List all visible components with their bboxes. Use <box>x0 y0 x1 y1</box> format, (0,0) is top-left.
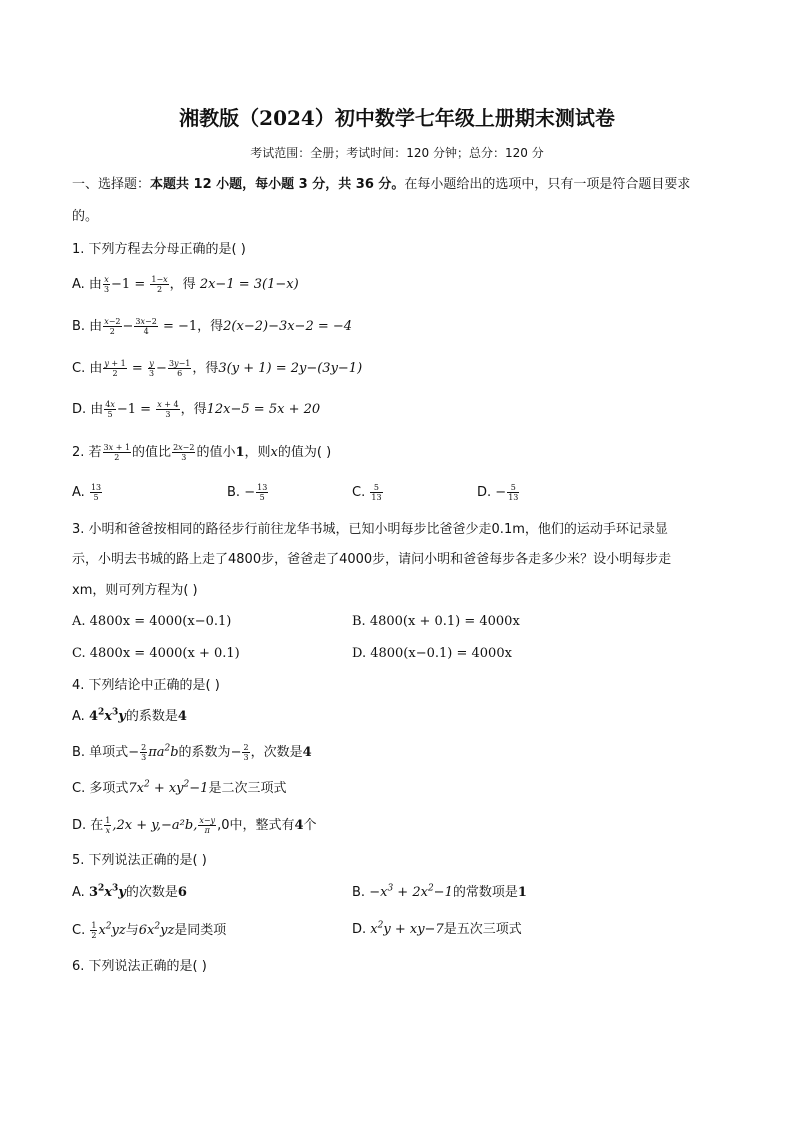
option-label: A. <box>72 885 85 900</box>
question-5-option-c: C. $\frac{1}{2}$ $x^2yz$与$6x^2yz$是同类项 <box>72 921 227 940</box>
stem-text: 的值小 <box>196 445 236 460</box>
question-4-option-c: C. 多项式$7x^2 + xy^2-1$是二次三项式 <box>72 779 287 796</box>
option-equation: 3(y + 1) = 2y−(3y−1) <box>218 361 363 376</box>
option-text: ，得 <box>192 361 219 376</box>
question-3-option-a: A. 4800x = 4000(x−0.1) <box>72 614 232 629</box>
question-1-option-d: D. 由 $\frac{4x}{5}$ −1 = $\frac{x + 4}{3}$ ，得12x−5 = 5x + 20 <box>72 400 321 419</box>
stem-text: ，则 <box>244 445 271 460</box>
option-label: D. <box>352 922 367 937</box>
stem-text: 2. 若 <box>72 445 102 460</box>
option-text: 是五次三项式 <box>443 922 522 937</box>
option-label: D. <box>477 485 492 500</box>
question-3-option-d: D. 4800(x−0.1) = 4000x <box>352 646 512 661</box>
option-value: 4 <box>294 818 304 833</box>
option-text: 是同类项 <box>174 923 227 938</box>
page-title: 湘教版（2024）初中数学七年级上册期末测试卷 <box>179 106 615 130</box>
question-5-stem: 5. 下列说法正确的是( ) <box>72 853 207 868</box>
question-2-option-c: C. $\frac{5}{13}$ <box>352 483 382 502</box>
question-1-option-a: A. 由 $\frac{x}{3}$ −1 = $\frac{1-x}{2}$ ，得 2x−1 = 3(1−x) <box>72 275 299 294</box>
option-text: ，得 <box>180 402 207 417</box>
section-rest: 在每小题给出的选项中，只有一项是符合题目要求 <box>404 177 691 192</box>
exam-info: 考试范围：全册；考试时间：120 分钟；总分：120 分 <box>250 146 544 160</box>
question-6-stem: 6. 下列说法正确的是( ) <box>72 959 207 974</box>
option-text: ,0中，整式有 <box>217 818 295 833</box>
section-bold: 本题共 12 小题，每小题 3 分，共 36 分。 <box>150 177 405 192</box>
option-label: D. 在 <box>72 818 104 833</box>
stem-text: 的值为( ) <box>277 445 332 460</box>
question-2-option-a: A. $\frac{13}{5}$ <box>72 483 102 502</box>
option-label: B. <box>352 885 366 900</box>
section-prefix: 一、选择题： <box>72 177 151 192</box>
option-value: 6 <box>177 885 187 900</box>
question-1-option-c: C. 由 $\frac{y + 1}{2}$ = $\frac{y}{3}$ − $\frac{3y-1}{6}$ ，得3(y + 1) = 2y−(3y−1) <box>72 359 363 378</box>
question-3-option-b: B. 4800(x + 0.1) = 4000x <box>352 614 520 629</box>
option-equation: 12x−5 = 5x + 20 <box>206 402 321 417</box>
question-1-option-b: B. 由 $\frac{x-2}{2}$ − $\frac{3x-2}{4}$ = −1，得2(x−2)−3x−2 = −4 <box>72 317 353 336</box>
option-value: 4 <box>177 709 187 724</box>
question-1-stem: 1. 下列方程去分母正确的是( ) <box>72 242 246 257</box>
option-equation: 2x−1 = 3(1−x) <box>199 277 299 292</box>
question-2-stem: 2. 若 $\frac{3x + 1}{2}$ 的值比 $\frac{2x-2}{3}$ 的值小1，则x的值为( ) <box>72 443 332 462</box>
question-4-stem: 4. 下列结论中正确的是( ) <box>72 678 220 693</box>
option-label: C. 由 <box>72 361 103 376</box>
question-5-option-b: B. $-x^3 + 2x^2-1$的常数项是1 <box>352 883 527 900</box>
question-3-option-c: C. 4800x = 4000(x + 0.1) <box>72 646 240 661</box>
option-label: C. 多项式 <box>72 781 129 796</box>
stem-value: 1 <box>235 445 245 460</box>
option-text: ，次数是 <box>250 745 303 760</box>
option-value: 4 <box>302 745 312 760</box>
question-3-line-2: 示，小明去书城的路上走了4800步，爸爸走了4000步，请问小明和爸爸每步各走多少米？设小明每步走 <box>72 552 672 567</box>
option-label: C. <box>72 923 86 938</box>
option-expression: ,2x + y,−a²b, <box>112 818 198 833</box>
option-text: 的系数是 <box>125 709 178 724</box>
question-5-option-d: D. $x^2y + xy-7$是五次三项式 <box>352 920 522 937</box>
option-label: A. 由 <box>72 277 102 292</box>
option-text: 是二次三项式 <box>208 781 287 796</box>
option-value: 1 <box>517 885 527 900</box>
option-text: 的系数为 <box>178 745 231 760</box>
section-header <box>72 176 690 194</box>
option-equation: 2(x−2)−3x−2 = −4 <box>223 319 353 334</box>
option-label: B. 单项式 <box>72 745 129 760</box>
option-label: A. <box>72 709 85 724</box>
option-text: ，得 <box>169 277 196 292</box>
question-2-option-d: D. − $\frac{5}{13}$ <box>477 483 519 502</box>
stem-variable: x <box>270 445 278 460</box>
option-label: A. <box>72 485 85 500</box>
option-label: C. <box>352 485 366 500</box>
stem-text: 的值比 <box>132 445 172 460</box>
question-4-option-b: B. 单项式− $\frac{2}{3}$ $\pi a^2b$的系数为− $\frac{2}{3}$ ，次数是4 <box>72 743 312 762</box>
question-2-option-b: B. − $\frac{13}{5}$ <box>227 483 268 502</box>
option-text: 个 <box>303 818 317 833</box>
option-label: B. <box>227 485 241 500</box>
option-text: ，得 <box>197 319 224 334</box>
question-4-option-d: D. 在 $\frac{1}{x}$ ,2x + y,−a²b, $\frac{x-y}{\pi}$ ,0中，整式有4个 <box>72 816 317 835</box>
question-3-line-3: xm，则可列方程为( ) <box>72 583 198 598</box>
option-text: 的次数是 <box>125 885 178 900</box>
section-header-tail: 的。 <box>72 209 99 224</box>
question-3-line-1: 3. 小明和爸爸按相同的路径步行前往龙华书城，已知小明每步比爸爸少走0.1m，他们的运动手环记录显 <box>72 522 668 537</box>
question-4-option-a: A. $4^2x^3y$的系数是4 <box>72 707 187 724</box>
option-text: 与 <box>125 923 139 938</box>
option-text: 的常数项是 <box>452 885 518 900</box>
question-5-option-a: A. $3^2x^3y$的次数是6 <box>72 883 187 900</box>
option-label: D. 由 <box>72 402 104 417</box>
option-label: B. 由 <box>72 319 103 334</box>
